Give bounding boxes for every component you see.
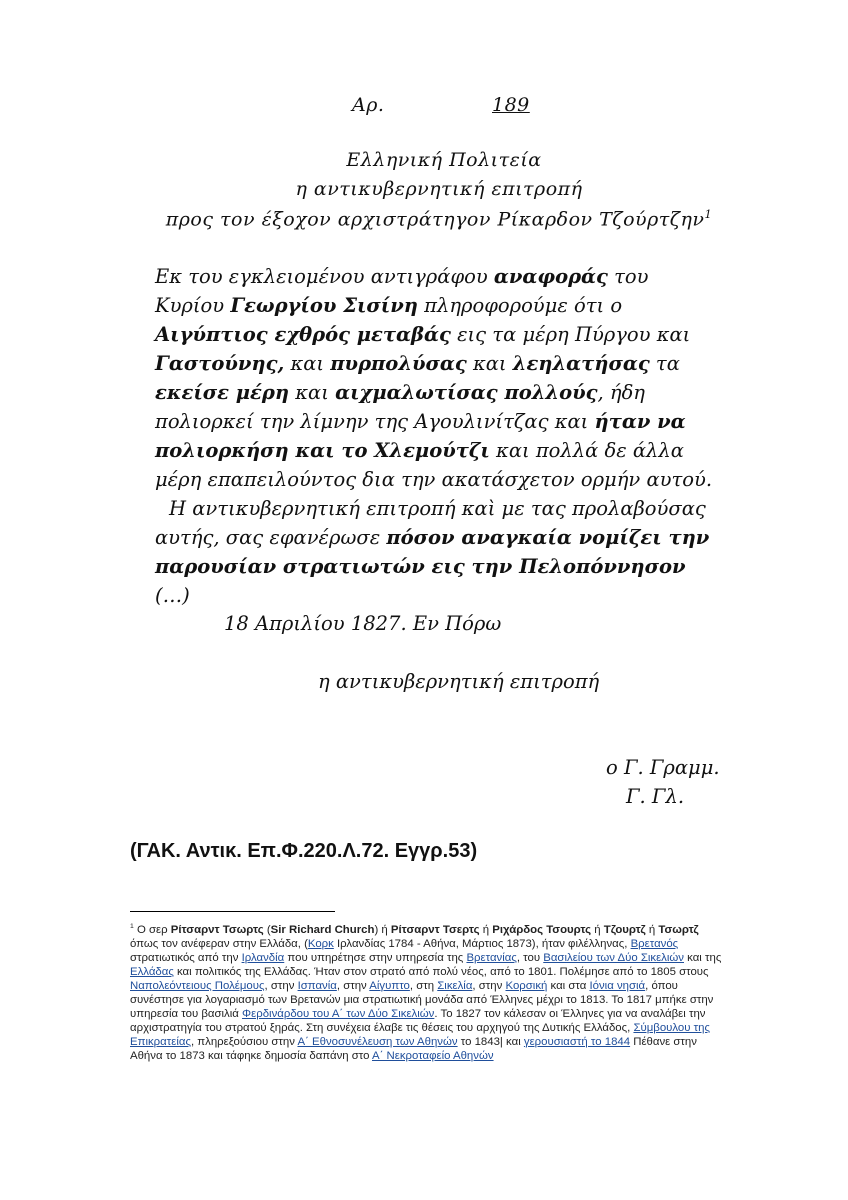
footnote-link[interactable]: Αίγυπτο xyxy=(369,979,410,992)
footnote-text: , όπου συνέστησε για λογαριασμό των Βρετανών μια στρατιωτική μονάδα από Έλληνες μέχρι το 1813. Το 1817 μπήκε στην υπηρεσία του βασιλιά xyxy=(130,979,714,1020)
footnote-text: που υπηρέτησε στην υπηρεσία της xyxy=(284,951,467,964)
signatory-1: ο Γ. Γραμμ. xyxy=(606,756,720,779)
footnote-text: , στην xyxy=(472,979,506,992)
emphasized-text: αναφοράς xyxy=(493,265,608,288)
footnote-text: το 1843 xyxy=(457,1035,500,1048)
footnote-text: ( xyxy=(263,923,271,936)
footnote-text: και στα xyxy=(547,979,590,992)
emphasized-text: ήταν να πολιορκήση και το Χλεμούτζι xyxy=(155,410,686,462)
footnote-text: και της xyxy=(684,951,722,964)
footnote-link[interactable]: Σύμβουλου της Επικρατείας xyxy=(130,1021,710,1048)
emphasized-text: αιχμαλωτίσας πολλούς xyxy=(335,381,598,404)
footnote-text: Πέθανε στην Αθήνα το 1873 και τάφηκε δημοσία δαπάνη στο xyxy=(130,1035,697,1062)
footnote-bold-name: Τσωρτζ xyxy=(658,923,699,936)
footnote-bold-name: Ρίτσαρντ Τσωρτς xyxy=(170,923,264,936)
footnote-bold-name: Ριχάρδος Τσουρτς xyxy=(492,923,592,936)
body-text-run: και xyxy=(289,381,336,404)
footnote-link[interactable]: γερουσιαστή το 1844 xyxy=(523,1035,631,1048)
emphasized-text: Γεωργίου Σισίνη xyxy=(230,294,418,317)
footnote-number: 1 xyxy=(130,923,134,930)
footnote-text: , πληρεξούσιου στην xyxy=(190,1035,298,1048)
footnote-separator xyxy=(130,911,335,912)
footnote-link[interactable]: Φερδινάρδου του Α΄ των Δύο Σικελιών xyxy=(242,1007,435,1020)
body-text-run: εις τα μέρη Πύργου και xyxy=(450,323,691,346)
doc-number-value: 189 xyxy=(492,94,530,116)
footnote-text: ή xyxy=(479,923,493,936)
footnote-text: . Το 1827 τον κάλεσαν οι Έλληνες για να αναλάβει την αρχιστρατηγία του στρατού ξηράς. Στη συνέχεια έλαβε τις θέσεις του αρχηγού της Δυτικής Ελλάδος, xyxy=(130,1007,706,1034)
footnote-bold-name: Τζουρτζ xyxy=(603,923,646,936)
footnote-text: Ο σερ xyxy=(133,923,171,936)
letter-body xyxy=(155,262,715,610)
emphasized-text: πόσον αναγκαία νομίζει την παρουσίαν στρατιωτών εις την Πελοπόννησον xyxy=(155,526,710,578)
archive-reference: (ΓΑΚ. Αντικ. Επ.Φ.220.Λ.72. Εγγρ.53) xyxy=(130,840,478,862)
heading-line-3 xyxy=(0,207,848,230)
emphasized-text: πυρπολύσας xyxy=(330,352,467,375)
footnote-link[interactable]: Α΄ Νεκροταφείο Αθηνών xyxy=(372,1049,494,1062)
footnote-link[interactable]: Ισπανία xyxy=(297,979,337,992)
emphasized-text: λεηλατήσας xyxy=(512,352,650,375)
footnote-bold-name: Sir Richard Church xyxy=(270,923,375,936)
footnote-text: | xyxy=(499,1035,503,1048)
heading-line-3-text: προς τον έξοχον αρχιστράτηγον Ρίκαρδον Τζούρτζην xyxy=(165,208,705,231)
body-text-run: και xyxy=(466,352,513,375)
body-text-run: τα xyxy=(649,352,680,375)
body-paragraph-2 xyxy=(155,494,715,610)
signatory-2: Γ. Γλ. xyxy=(626,785,685,808)
footnote-text: και xyxy=(502,1035,524,1048)
body-text-run: και πολλά δε άλλα μέρη επαπειλούντος δια την ακατάσχετον ορμήν αυτού. xyxy=(155,439,713,491)
body-text-run: , ήδη πολιορκεί την λίμνην της Αγουλινίτζας και xyxy=(155,381,645,433)
body-text-run: Εκ του εγκλειομένου αντιγράφου xyxy=(155,265,494,288)
body-text-run: του Κυρίου xyxy=(155,265,649,317)
footnote-text: , του xyxy=(516,951,544,964)
date-place: 18 Απριλίου 1827. Εν Πόρω xyxy=(224,612,502,635)
footnote-text: , στην xyxy=(336,979,370,992)
footnote-link[interactable]: Κορκ xyxy=(307,937,334,950)
footnote-link[interactable]: Βρετανίας xyxy=(466,951,517,964)
footnote-link[interactable]: Βασιλείου των Δύο Σικελιών xyxy=(543,951,684,964)
body-text-run: Η αντικυβερνητική επιτροπή καὶ με τας προλαβούσας αυτής, σας εφανέρωσε xyxy=(155,497,706,549)
footnote-text: ή xyxy=(591,923,604,936)
emphasized-text: Αιγύπτιος εχθρός μεταβάς xyxy=(155,323,451,346)
body-text-run: (…) xyxy=(155,584,190,607)
footnote-text: στρατιωτικός από την xyxy=(130,951,242,964)
footnote-link[interactable]: Ναπολεόντειους Πολέμους xyxy=(130,979,265,992)
footnote-link[interactable]: Ιρλανδία xyxy=(241,951,285,964)
heading-line-2: η αντικυβερνητική επιτροπή xyxy=(295,178,583,200)
footnote-text: όπως τον ανέφεραν στην Ελλάδα, ( xyxy=(130,937,308,950)
footnote-link[interactable]: Α΄ Εθνοσυνέλευση των Αθηνών xyxy=(297,1035,458,1048)
footnote-text: ή xyxy=(645,923,659,936)
footnote-bold-name: Ρίτσαρντ Τσερτς xyxy=(390,923,480,936)
footnote-link[interactable]: Ιόνια νησιά xyxy=(589,979,646,992)
footnote-text: και πολιτικός της Ελλάδας. Ήταν στον στρατό από πολύ νέος, από το 1801. Πολέμησε από το 1805 στους xyxy=(173,965,709,978)
footnote-link[interactable]: Βρετανός xyxy=(630,937,679,950)
footnote-text: , στη xyxy=(409,979,438,992)
signature-body: η αντικυβερνητική επιτροπή xyxy=(318,670,600,693)
footnote xyxy=(130,920,730,1063)
footnote-text: Ιρλανδίας 1784 - Αθήνα, Μάρτιος 1873), ήταν φιλέλληνας, xyxy=(333,937,631,950)
footnote-link[interactable]: Κορσική xyxy=(505,979,548,992)
footnote-text: , στην xyxy=(264,979,298,992)
body-paragraph-1 xyxy=(155,262,715,494)
footnote-link[interactable]: Σικελία xyxy=(437,979,473,992)
emphasized-text: εκείσε μέρη xyxy=(155,381,290,404)
body-text-run: και xyxy=(284,352,331,375)
emphasized-text: Γαστούνης, xyxy=(155,352,285,375)
footnote-mark[interactable]: 1 xyxy=(704,207,713,221)
footnote-link[interactable]: Ελλάδας xyxy=(130,965,174,978)
doc-number-label: Αρ. xyxy=(352,94,385,116)
body-text-run: πληροφορούμε ότι ο xyxy=(417,294,623,317)
heading-line-1: Ελληνική Πολιτεία xyxy=(346,149,542,171)
footnote-text: ) ή xyxy=(374,923,391,936)
